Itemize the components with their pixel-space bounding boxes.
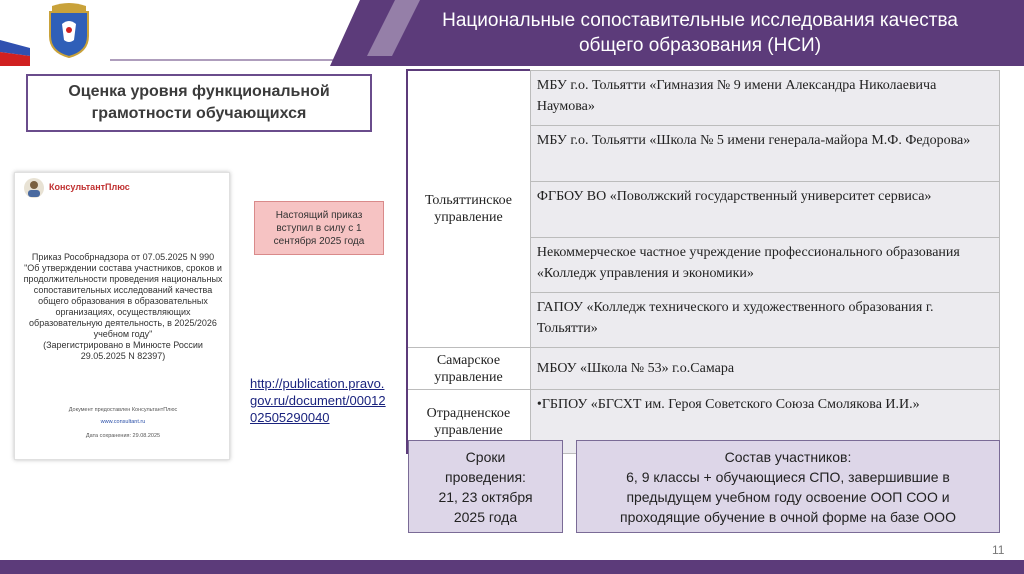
page-title-line-2: общего образования (НСИ)	[578, 35, 822, 56]
table-row	[407, 348, 1000, 390]
page-title-line-1: Национальные сопоставительные исследования качества	[442, 10, 958, 31]
notice-line-3: сентября 2025 года	[273, 235, 365, 247]
document-text	[23, 252, 223, 362]
timing-box	[408, 440, 563, 533]
org-cell: ГАПОУ «Колледж технического и художественного образования г. Тольятти»	[530, 293, 999, 348]
document-text-line: Приказ Рособрнадзора от 07.05.2025 N 990	[31, 252, 215, 262]
document-text-line: организациях, осуществляющих	[55, 307, 191, 317]
group-cell: Самарское управление	[407, 348, 531, 390]
flag-decoration	[0, 26, 30, 66]
participants-line-3: предыдущем учебном году освоение ООП СОО и	[626, 488, 950, 505]
group-cell: Тольяттинское управление	[407, 71, 531, 348]
document-text-line: 29.05.2025 N 82397)	[80, 351, 166, 361]
section-heading-line-1: Оценка уровня функциональной	[68, 83, 330, 100]
consultant-logo-icon	[23, 177, 45, 199]
effective-date-notice	[254, 201, 384, 255]
document-text-line: учебном году"	[93, 329, 153, 339]
participants-box	[576, 440, 1000, 533]
participants-line-2: 6, 9 классы + обучающиеся СПО, завершившие в	[626, 468, 950, 485]
table-accent-border	[406, 70, 408, 454]
org-cell: •ГБПОУ «БГСХТ им. Героя Советского Союза Смолякова И.И.»	[530, 390, 999, 454]
table-row	[407, 71, 1000, 126]
section-heading	[26, 74, 372, 132]
region-emblem-icon	[44, 2, 94, 58]
document-text-line: общего образования в образовательных	[38, 296, 208, 306]
org-cell: МБУ г.о. Тольятти «Школа № 5 имени генерала-майора М.Ф. Федорова»	[530, 126, 999, 182]
document-thumbnail[interactable]	[14, 172, 230, 460]
participants-line-4: проходящие обучение в очной форме на базе ООО	[620, 508, 956, 525]
publication-link[interactable]: http://publication.pravo.gov.ru/document/0001202505290040	[250, 376, 386, 425]
document-text-line: сопоставительных исследований качества	[33, 285, 213, 295]
timing-line-3: 21, 23 октября	[438, 488, 533, 505]
section-heading-line-2: грамотности обучающихся	[91, 105, 307, 122]
notice-line-1: Настоящий приказ	[275, 209, 363, 221]
notice-line-2: вступил в силу с 1	[276, 222, 362, 234]
consultant-logo-text: КонсультантПлюс	[49, 182, 130, 192]
participants-line-1: Состав участников:	[724, 448, 852, 465]
document-text-line: продолжительности проведения национальных	[23, 274, 223, 284]
org-cell: МБУ г.о. Тольятти «Гимназия № 9 имени Александра Николаевича Наумова»	[530, 71, 999, 126]
org-cell: ФГБОУ ВО «Поволжский государственный университет сервиса»	[530, 182, 999, 238]
page-title	[390, 8, 1010, 58]
timing-line-2: проведения:	[445, 468, 526, 485]
timing-line-4: 2025 года	[453, 508, 518, 525]
page-number: 11	[992, 543, 1005, 557]
document-text-line: (Зарегистрировано в Минюсте России	[43, 340, 203, 350]
table-accent-border	[406, 69, 530, 71]
org-cell: МБОУ «Школа № 53» г.о.Самара	[530, 348, 999, 390]
document-text-line: "Об утверждении состава участников, сроков и	[24, 263, 222, 273]
timing-line-1: Сроки	[465, 448, 506, 465]
document-footer-provider: Документ предоставлен КонсультантПлюс	[68, 407, 178, 413]
institutions-table	[406, 70, 1000, 454]
document-text-line: образовательную деятельность, в 2025/2026	[29, 318, 217, 328]
group-cell: Отрадненское управление	[407, 390, 531, 454]
document-footer-date: Дата сохранения: 29.08.2025	[85, 433, 161, 439]
bottom-bar	[0, 560, 1024, 574]
org-cell: Некоммерческое частное учреждение профессионального образования «Колледж управления и экономики»	[530, 238, 999, 293]
document-footer-site: www.consultant.ru	[100, 419, 146, 425]
